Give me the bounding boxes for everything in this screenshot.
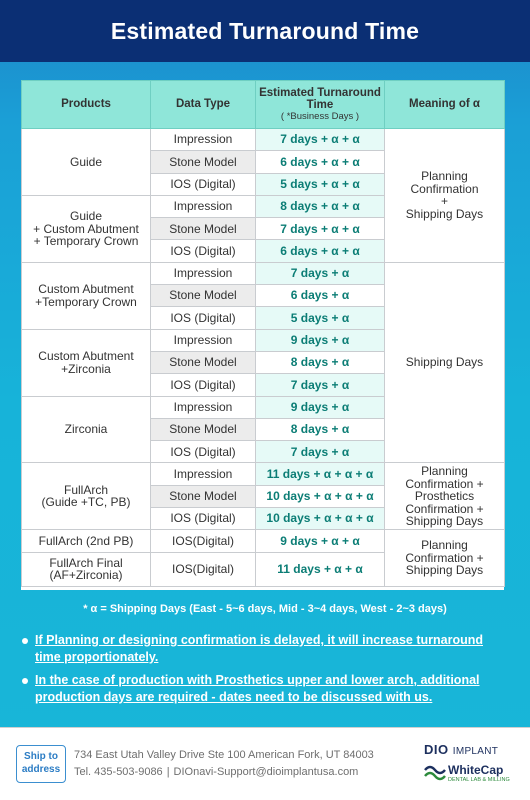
turnaround-cell: 7 days + α [256,262,385,284]
dio-implant-logo [424,742,498,757]
header-banner [0,0,530,62]
separator: | [166,766,170,779]
turnaround-cell: 9 days + α + α [256,530,385,552]
table-header-row [22,81,505,129]
turnaround-table [21,80,505,587]
table-row [22,530,505,552]
turnaround-cell: 8 days + α [256,418,385,440]
data-type-cell: Stone Model [151,218,256,240]
header-turnaround-title: Estimated Turnaround Time [259,86,381,112]
turnaround-cell: 6 days + α [256,285,385,307]
meaning-cell: Planning Confirmation + Shipping Days [385,530,505,586]
product-cell: FullArch Final (AF+Zirconia) [22,552,151,586]
data-type-cell: IOS (Digital) [151,508,256,530]
turnaround-cell: 5 days + α + α [256,173,385,195]
data-type-cell: IOS (Digital) [151,374,256,396]
data-type-cell: IOS (Digital) [151,240,256,262]
footer-bar [0,727,530,800]
note-text: If Planning or designing confirmation is delayed, it will increase turnaround time proportionately. [35,633,483,664]
turnaround-cell: 10 days + α + α + α [256,485,385,507]
data-type-cell: Impression [151,262,256,284]
header-turnaround [256,81,385,129]
data-type-cell: IOS (Digital) [151,173,256,195]
whitecap-logo-text: WhiteCap [448,763,504,777]
header-data-type: Data Type [151,81,256,129]
data-type-cell: IOS(Digital) [151,552,256,586]
product-cell: Guide + Custom Abutment + Temporary Crown [22,195,151,262]
contact-line [74,764,374,781]
turnaround-cell: 6 days + α + α [256,151,385,173]
product-cell: Zirconia [22,396,151,463]
bullet-icon [22,678,28,684]
note-text: In the case of production with Prosthetics upper and lower arch, additional production days are required - dates need to be discussed with us. [35,672,480,704]
meaning-cell: Shipping Days [385,262,505,463]
notes-list [22,632,512,712]
turnaround-cell: 6 days + α + α [256,240,385,262]
turnaround-cell: 8 days + α + α [256,195,385,217]
data-type-cell: IOS (Digital) [151,307,256,329]
meaning-cell: Planning Confirmation + Prosthetics Confirmation + Shipping Days [385,463,505,530]
turnaround-cell: 5 days + α [256,307,385,329]
product-cell: Custom Abutment +Zirconia [22,329,151,396]
turnaround-cell: 10 days + α + α + α [256,508,385,530]
turnaround-cell: 11 days + α + α + α [256,463,385,485]
meaning-cell: Planning Confirmation + Shipping Days [385,129,505,263]
data-type-cell: Impression [151,329,256,351]
dio-logo-sub: IMPLANT [452,746,499,757]
header-turnaround-sub: ( *Business Days ) [280,110,360,122]
turnaround-cell: 7 days + α [256,374,385,396]
turnaround-cell: 7 days + α + α [256,218,385,240]
table-row [22,129,505,151]
data-type-cell: Stone Model [151,151,256,173]
data-type-cell: Impression [151,463,256,485]
turnaround-cell: 11 days + α + α [256,552,385,586]
email-link[interactable]: DIOnavi-Support@dioimplantusa.com [173,766,359,779]
turnaround-cell: 9 days + α [256,329,385,351]
whitecap-logo [424,762,510,789]
data-type-cell: IOS(Digital) [151,530,256,552]
turnaround-cell: 7 days + α + α [256,129,385,151]
turnaround-cell: 8 days + α [256,351,385,373]
table-body [22,129,505,587]
data-type-cell: Stone Model [151,418,256,440]
data-type-cell: Stone Model [151,485,256,507]
table-row [22,463,505,485]
data-type-cell: IOS (Digital) [151,441,256,463]
header-meaning: Meaning of α [385,81,505,129]
data-type-cell: Stone Model [151,351,256,373]
product-cell: FullArch (2nd PB) [22,530,151,552]
product-cell: Custom Abutment +Temporary Crown [22,262,151,329]
data-type-cell: Impression [151,195,256,217]
data-type-cell: Impression [151,129,256,151]
note-item [22,672,512,706]
turnaround-table-card [21,80,504,590]
header-products: Products [22,81,151,129]
phone-text: Tel. 435-503-9086 [74,766,163,779]
product-cell: Guide [22,129,151,196]
ship-to-address-button[interactable]: Ship to address [16,745,66,783]
address-text: 734 East Utah Valley Drive Ste 100 American Fork, UT 84003 [74,749,374,761]
product-cell: FullArch (Guide +TC, PB) [22,463,151,530]
data-type-cell: Stone Model [151,285,256,307]
page-title: Estimated Turnaround Time [110,17,420,44]
turnaround-cell: 7 days + α [256,441,385,463]
bullet-icon [22,638,28,644]
data-type-cell: Impression [151,396,256,418]
whitecap-wave-icon [424,762,446,784]
turnaround-cell: 9 days + α [256,396,385,418]
dio-logo-text: DIO [424,742,449,757]
whitecap-logo-sub: DENTAL LAB & MILLING [448,777,510,783]
alpha-footnote: * α = Shipping Days (East - 5~6 days, Mid - 3~4 days, West - 2~3 days) [83,603,447,615]
table-row [22,262,505,284]
note-item [22,632,512,666]
contact-info [74,747,374,781]
